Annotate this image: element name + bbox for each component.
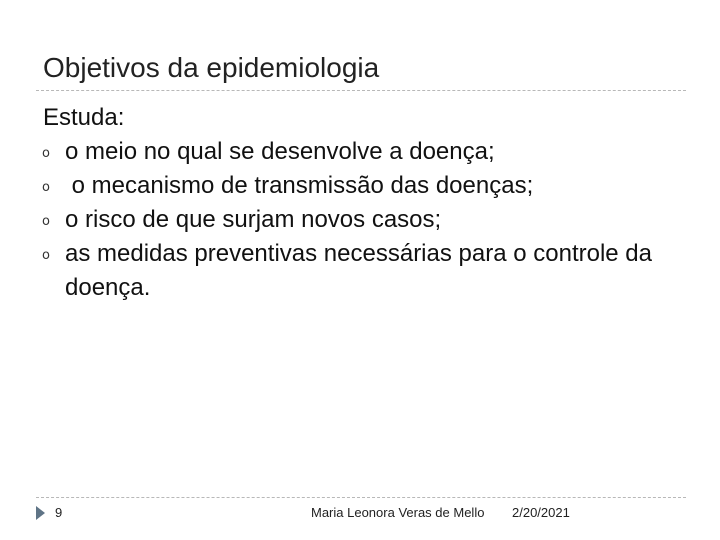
bullet-text: o mecanismo de transmissão das doenças; bbox=[65, 172, 534, 199]
page-number: 9 bbox=[55, 505, 63, 520]
list-item bbox=[43, 203, 683, 237]
bullet-text: o meio no qual se desenvolve a doença; bbox=[65, 138, 495, 165]
bullet-marker-icon: o bbox=[42, 180, 50, 195]
bullet-list bbox=[43, 135, 683, 305]
bullet-marker-icon: o bbox=[42, 214, 50, 229]
list-item bbox=[43, 135, 683, 169]
intro-text: Estuda: bbox=[43, 104, 125, 131]
title-divider bbox=[36, 90, 686, 91]
footer-date: 2/20/2021 bbox=[512, 505, 570, 520]
bullet-marker-icon: o bbox=[42, 146, 50, 161]
footer-divider bbox=[36, 497, 686, 498]
list-item bbox=[43, 169, 683, 203]
footer-author: Maria Leonora Veras de Mello bbox=[311, 505, 485, 520]
slide-title: Objetivos da epidemiologia bbox=[43, 52, 380, 83]
bullet-text: as medidas preventivas necessárias para o controle da doença. bbox=[65, 240, 652, 301]
bullet-text: o risco de que surjam novos casos; bbox=[65, 206, 442, 233]
triangle-arrow-icon bbox=[36, 506, 45, 520]
list-item bbox=[43, 237, 683, 305]
slide-body bbox=[43, 101, 683, 305]
bullet-marker-icon: o bbox=[42, 248, 50, 263]
